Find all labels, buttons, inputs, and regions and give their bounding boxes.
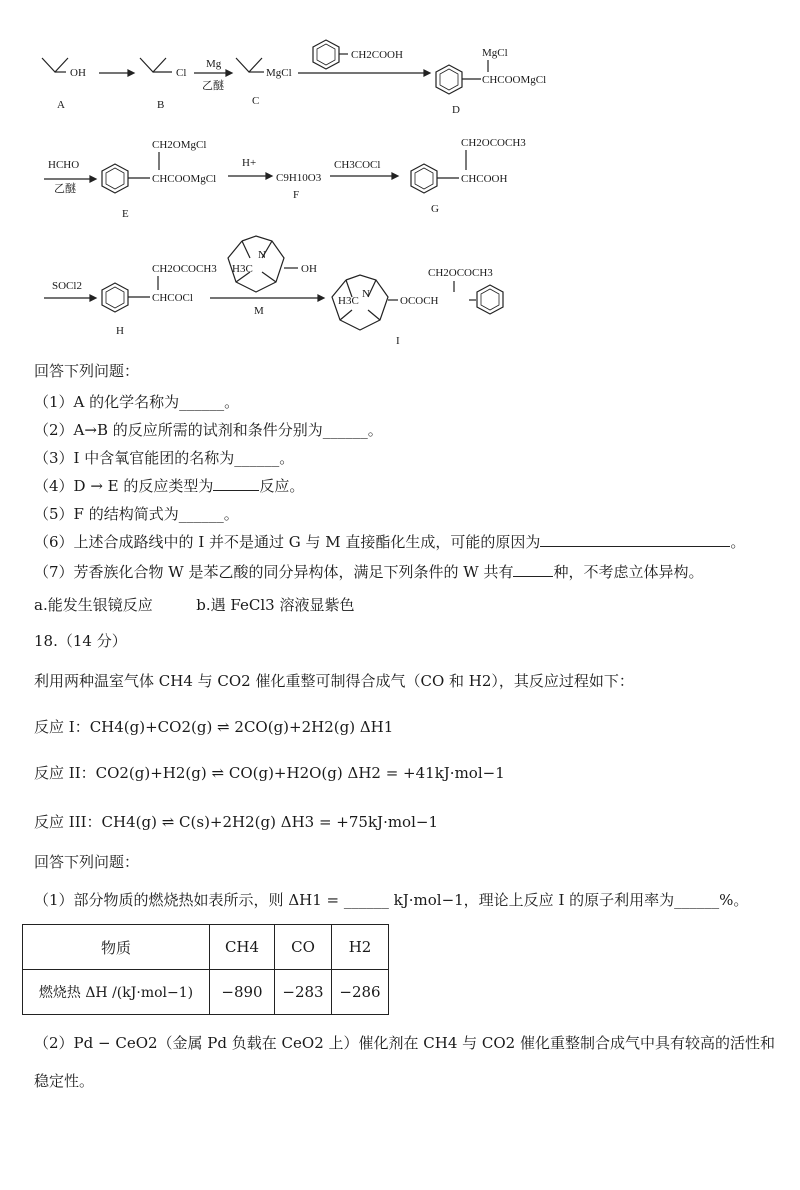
problem-18-intro: 利用两种温室气体 CH4 与 CO2 催化重整可制得合成气（CO 和 H2），其反应过程如下： <box>34 672 634 690</box>
table-cell: −890 <box>210 970 275 1015</box>
reaction-3: 反应 III：CH4(g) ⇌ C(s)+2H2(g) ΔH3 = +75kJ·mol−1 <box>34 813 438 831</box>
mol-m-methyl: H3C <box>232 263 253 275</box>
question-4-end: 反应。 <box>259 477 305 495</box>
questions-intro: 回答下列问题： <box>34 362 140 380</box>
mol-e-top: CH2OMgCl <box>152 139 207 151</box>
mol-m-n: N <box>258 249 266 261</box>
reagent-acetylcl: CH3COCl <box>334 159 381 171</box>
question-6-text: （6）上述合成路线中的 I 并不是通过 G 与 M 直接酯化生成，可能的原因为 <box>34 533 541 551</box>
question-2: （2）A→B 的反应所需的试剂和条件分别为______。 <box>34 421 383 439</box>
condition-b: b.遇 FeCl3 溶液显紫色 <box>196 596 355 614</box>
label-g: G <box>431 203 439 215</box>
label-h: H <box>116 325 124 337</box>
mol-g-side: CHCOOH <box>461 173 508 185</box>
table-header-cell: 物质 <box>23 925 210 970</box>
table-header-row <box>23 925 389 970</box>
question-1: （1）A 的化学名称为______。 <box>34 393 240 411</box>
table-cell: −286 <box>332 970 389 1015</box>
formula-f: C9H10O3 <box>276 172 322 184</box>
problem-18-question-2-cont: 稳定性。 <box>34 1072 95 1090</box>
reagent-h: H+ <box>242 157 257 169</box>
table-header-cell: CO <box>275 925 332 970</box>
condition-a: a.能发生银镜反应 <box>34 596 153 614</box>
table-header-cell: H2 <box>332 925 389 970</box>
label-a: A <box>57 99 65 111</box>
reagent-hcho: HCHO <box>48 159 80 171</box>
mol-h-top: CH2OCOCH3 <box>152 263 217 275</box>
mol-b-cl: Cl <box>176 67 187 79</box>
mol-e-side: CHCOOMgCl <box>152 173 217 185</box>
reagent-mg: Mg <box>206 58 222 70</box>
mol-a-skeleton <box>42 58 68 72</box>
label-i: I <box>396 335 400 347</box>
mol-i-link: OCOCH <box>400 295 439 307</box>
reagent-ether-2: 乙醚 <box>54 183 76 195</box>
mol-h-side: CHCOCl <box>152 292 193 304</box>
question-6 <box>34 531 745 552</box>
synthesis-scheme <box>0 0 800 352</box>
mol-d-mgcl: MgCl <box>482 47 508 59</box>
reagent-socl2: SOCl2 <box>52 280 82 292</box>
question-5: （5）F 的结构简式为______。 <box>34 505 239 523</box>
mol-g-top: CH2OCOCH3 <box>461 137 526 149</box>
mol-a-oh: OH <box>70 67 86 79</box>
mol-i-n: N <box>362 288 370 300</box>
question-7 <box>34 561 703 582</box>
question-4-text: （4）D → E 的反应类型为 <box>34 477 214 495</box>
mol-d-side: CHCOOMgCl <box>482 74 547 86</box>
problem-18-question-1: （1）部分物质的燃烧热如表所示，则 ΔH1 = ______ kJ·mol−1，理论上反应 I 的原子利用率为______%。 <box>34 891 749 909</box>
table-row-label: 燃烧热 ΔH /(kJ·mol−1) <box>23 970 210 1015</box>
question-3: （3）I 中含氧官能团的名称为______。 <box>34 449 295 467</box>
label-e: E <box>122 208 129 220</box>
table-header-cell: CH4 <box>210 925 275 970</box>
label-b: B <box>157 99 165 111</box>
mol-c-skeleton <box>236 58 262 72</box>
question-4 <box>34 475 304 496</box>
mol-b-skeleton <box>140 58 166 72</box>
reaction-2: 反应 II：CO2(g)+H2(g) ⇌ CO(g)+H2O(g) ΔH2 = +41kJ·mol−1 <box>34 764 505 782</box>
combustion-heat-table <box>22 924 389 1015</box>
label-d: D <box>452 104 460 116</box>
question-7-end: 种，不考虑立体异构。 <box>553 563 704 581</box>
mol-m-oh: OH <box>301 263 317 275</box>
reagent-ether-1: 乙醚 <box>202 80 224 92</box>
mol-c-mgcl: MgCl <box>266 67 292 79</box>
reagent-phenylacetic: CH2COOH <box>351 49 403 61</box>
question-6-end: 。 <box>730 533 746 551</box>
table-row <box>23 970 389 1015</box>
label-m: M <box>254 305 264 317</box>
mol-i-methyl: H3C <box>338 295 359 307</box>
answer-blank-4[interactable] <box>213 476 259 491</box>
question-7-text: （7）芳香族化合物 W 是苯乙酸的同分异构体，满足下列条件的 W 共有 <box>34 563 514 581</box>
table-cell: −283 <box>275 970 332 1015</box>
problem-18-question-2: （2）Pd − CeO2（金属 Pd 负载在 CeO2 上）催化剂在 CH4 与 CO2 催化重整制合成气中具有较高的活性和 <box>34 1034 775 1052</box>
problem-18-header: 18.（14 分） <box>34 632 127 650</box>
answer-blank-7[interactable] <box>513 562 553 577</box>
label-f: F <box>293 189 300 201</box>
mol-i-top: CH2OCOCH3 <box>428 267 493 279</box>
label-c: C <box>252 95 260 107</box>
problem-18-intro2: 回答下列问题： <box>34 853 140 871</box>
answer-blank-6[interactable] <box>540 532 730 547</box>
reaction-1: 反应 I：CH4(g)+CO2(g) ⇌ 2CO(g)+2H2(g) ΔH1 <box>34 718 394 736</box>
conditions <box>34 594 354 615</box>
